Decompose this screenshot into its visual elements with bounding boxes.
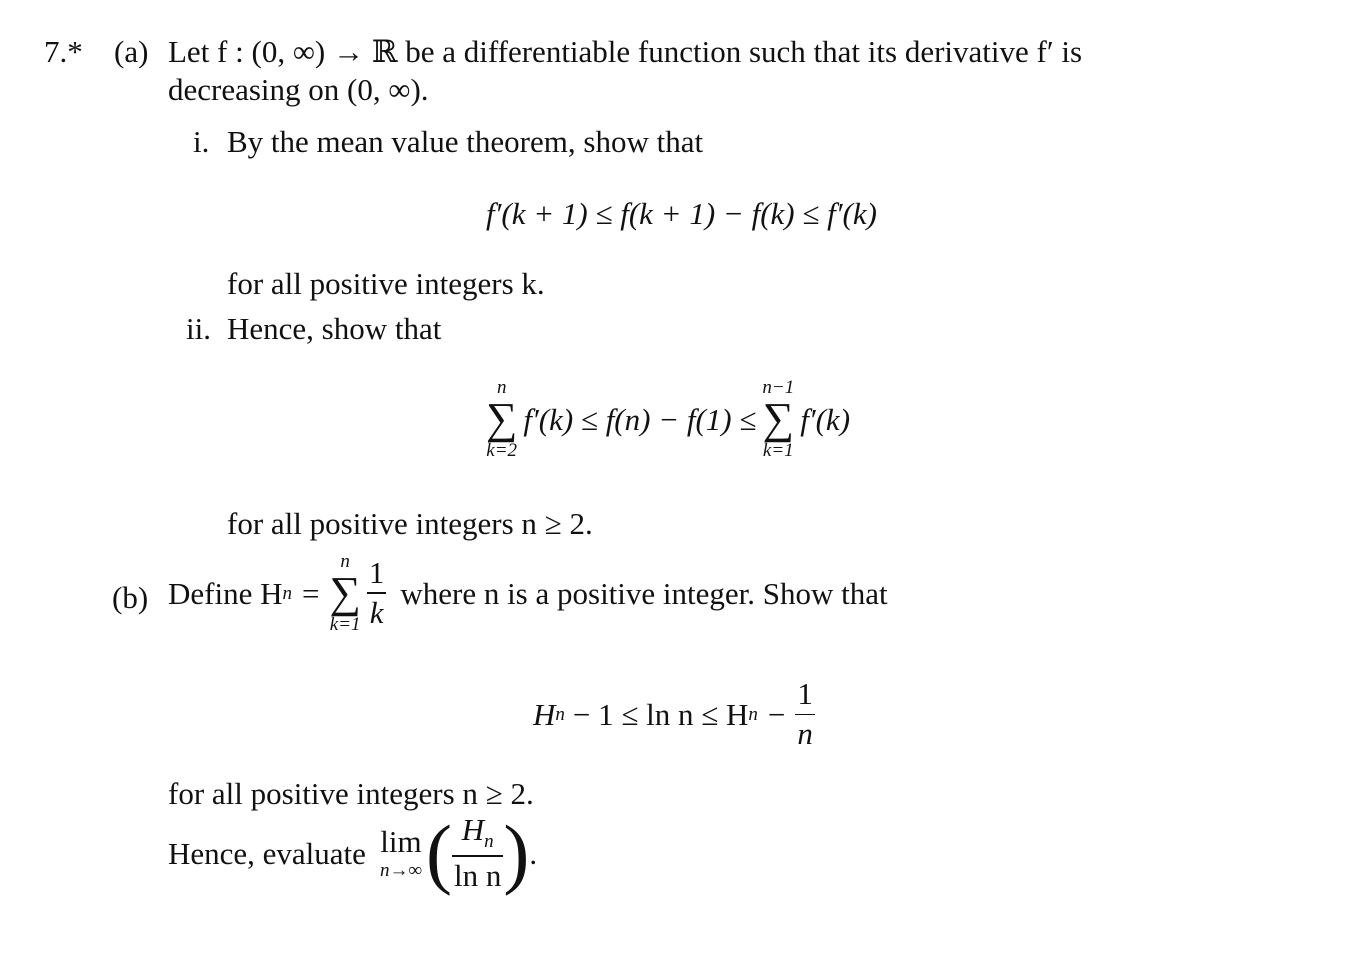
lim-frac-num xyxy=(460,814,496,852)
lim-frac-den: ln n xyxy=(453,857,502,893)
ineq-sub2: n xyxy=(748,703,758,725)
sub-i-after: for all positive integers k. xyxy=(227,266,545,301)
lim-frac-num-sub: n xyxy=(484,831,494,853)
ineq-mid: − 1 ≤ ln n ≤ H xyxy=(572,696,749,732)
sigma-icon: ∑ xyxy=(486,394,518,443)
sub-ii-middle: f′(k) ≤ f(n) − f(1) ≤ xyxy=(523,401,757,437)
ineq-left: H xyxy=(533,696,556,732)
sub-ii-equation xyxy=(486,378,850,460)
define-sub: n xyxy=(282,582,292,604)
sum-2-upper: n−1 xyxy=(762,377,795,398)
part-a-label: (a) xyxy=(114,34,149,69)
frac-den: k xyxy=(369,594,384,630)
define-after: where n is a positive integer. Show that xyxy=(400,575,888,611)
limit-expression xyxy=(168,808,538,896)
period: . xyxy=(529,835,538,871)
lim-operator xyxy=(380,826,422,880)
ineq-minus: − xyxy=(767,696,786,732)
sigma-icon: ∑ xyxy=(329,568,361,617)
fraction-1-over-n xyxy=(795,678,815,751)
sum-1 xyxy=(486,378,517,460)
sub-i-equation: f′(k + 1) ≤ f(k + 1) − f(k) ≤ f′(k) xyxy=(486,196,877,231)
part-b-after: for all positive integers n ≥ 2. xyxy=(168,776,534,811)
fraction-hn-over-lnn xyxy=(452,814,503,892)
sub-i-text: By the mean value theorem, show that xyxy=(227,124,704,159)
left-paren: ( xyxy=(425,808,452,896)
frac-bar xyxy=(452,855,503,857)
part-a-line2: decreasing on (0, ∞). xyxy=(168,72,429,107)
frac-bar xyxy=(367,592,387,594)
right-paren: ) xyxy=(503,808,530,896)
ineq-frac-den: n xyxy=(797,716,813,752)
sum-1-lower: k=2 xyxy=(486,440,518,461)
hence-text: Hence, evaluate xyxy=(168,835,366,871)
part-b-label: (b) xyxy=(112,580,149,615)
sigma-icon: ∑ xyxy=(762,394,794,443)
problem-number: 7.* xyxy=(44,34,83,69)
sub-ii-after: for all positive integers n ≥ 2. xyxy=(227,506,593,541)
sub-ii-label: ii. xyxy=(186,311,211,346)
sum-b xyxy=(329,552,360,634)
harmonic-inequality xyxy=(533,678,815,751)
define-text: Define H xyxy=(168,575,283,611)
frac-num: 1 xyxy=(368,554,385,590)
equals-sign: = xyxy=(301,575,320,611)
sum-b-upper: n xyxy=(340,551,350,572)
sum-b-lower: k=1 xyxy=(329,614,361,635)
sum-2 xyxy=(762,378,794,460)
ineq-sub: n xyxy=(555,703,565,725)
sub-ii-text: Hence, show that xyxy=(227,311,442,346)
lim-sub: n→∞ xyxy=(379,860,422,882)
sub-ii-tail: f′(k) xyxy=(800,401,851,437)
lim-word: lim xyxy=(380,824,422,860)
sum-2-lower: k=1 xyxy=(762,440,794,461)
lim-frac-num-h: H xyxy=(461,812,485,847)
sum-1-upper: n xyxy=(496,377,507,398)
frac-bar xyxy=(795,714,815,716)
ineq-frac-num: 1 xyxy=(797,676,813,711)
part-a-line1: Let f : (0, ∞) → ℝ be a differentiable function such that its derivative f′ is xyxy=(168,34,1083,69)
part-b-definition xyxy=(168,552,888,634)
fraction-1-over-k xyxy=(367,554,387,630)
sub-i-label: i. xyxy=(193,124,210,159)
